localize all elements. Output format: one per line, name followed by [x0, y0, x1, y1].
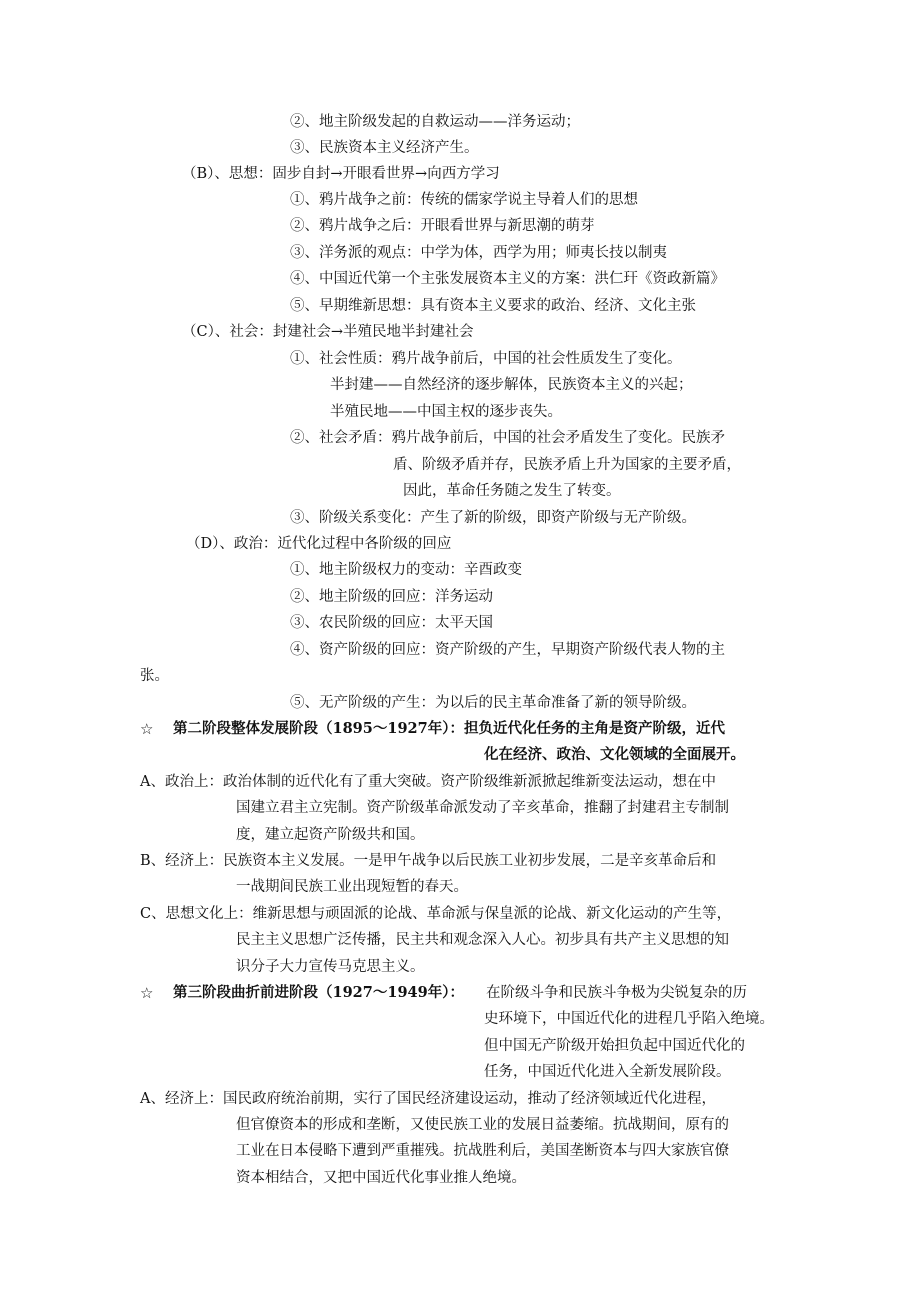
star-icon: ☆ [140, 984, 154, 1002]
star-icon: ☆ [140, 720, 154, 738]
text-line: ⑤、无产阶级的产生：为以后的民主革命准备了新的领导阶级。 [290, 695, 696, 711]
text-line: 因此，革命任务随之发生了转变。 [403, 483, 621, 499]
text-line: 国建立君主立宪制。资产阶级革命派发动了辛亥革命，推翻了封建君主专制制 [236, 800, 729, 816]
text-line: 在阶级斗争和民族斗争极为尖锐复杂的历 [486, 985, 747, 1001]
text-line: 资本相结合，又把中国近代化事业推人绝境。 [236, 1170, 526, 1186]
text-line: 盾、阶级矛盾并存，民族矛盾上升为国家的主要矛盾， [393, 457, 741, 473]
text-line: 民主主义思想广泛传播，民主共和观念深入人心。初步具有共产主义思想的知 [236, 932, 729, 948]
text-line: ③、农民阶级的回应：太平天国 [290, 615, 493, 631]
stage-three-heading: 第三阶段曲折前进阶段（1927～1949年）： [173, 984, 464, 1001]
text-line: 度，建立起资产阶级共和国。 [236, 827, 425, 843]
text-line: C、思想文化上：维新思想与顽固派的论战、革命派与保皇派的论战、新文化运动的产生等， [140, 906, 732, 922]
text-line: ④、资产阶级的回应：资产阶级的产生，早期资产阶级代表人物的主 [290, 642, 725, 658]
text-line: B、经济上：民族资本主义发展。一是甲午战争以后民族工业初步发展，二是辛亥革命后和 [140, 853, 717, 869]
text-line: ①、社会性质：鸦片战争前后，中国的社会性质发生了变化。 [290, 351, 682, 367]
text-line: 但中国无产阶级开始担负起中国近代化的 [484, 1038, 745, 1054]
stage-two-heading: 第二阶段整体发展阶段（1895～1927年）：担负近代化任务的主角是资产阶级，近代 [173, 720, 725, 737]
text-line: ⑤、早期维新思想：具有资本主义要求的政治、经济、文化主张 [290, 298, 696, 314]
text-line: 一战期间民族工业出现短暂的春天。 [236, 879, 468, 895]
text-line: 半殖民地——中国主权的逐步丧失。 [330, 404, 562, 420]
text-line: ②、社会矛盾：鸦片战争前后，中国的社会矛盾发生了变化。民族矛 [290, 430, 725, 446]
text-line: 半封建——自然经济的逐步解体，民族资本主义的兴起； [330, 377, 693, 393]
section-heading-thought: （B）、思想：固步自封→开眼看世界→向西方学习 [182, 166, 500, 182]
text-line: ①、鸦片战争之前：传统的儒家学说主导着人们的思想 [290, 192, 638, 208]
text-line: ②、地主阶级发起的自救运动——洋务运动； [290, 114, 580, 130]
text-line: 但官僚资本的形成和垄断，又使民族工业的发展日益萎缩。抗战期间，原有的 [236, 1117, 729, 1133]
text-line: 任务，中国近代化进入全新发展阶段。 [484, 1064, 731, 1080]
section-heading-politics: （D）、政治：近代化过程中各阶级的回应 [186, 536, 452, 552]
text-line: 工业在日本侵略下遭到严重摧残。抗战胜利后，美国垄断资本与四大家族官僚 [236, 1143, 729, 1159]
text-line: ③、民族资本主义经济产生。 [290, 140, 479, 156]
section-heading-society: （C）、社会：封建社会→半殖民地半封建社会 [182, 324, 474, 340]
text-line: 史环境下，中国近代化的进程几乎陷入绝境。 [484, 1011, 774, 1027]
text-line: ①、地主阶级权力的变动：辛酉政变 [290, 562, 522, 578]
text-line: A、经济上：国民政府统治前期，实行了国民经济建设运动，推动了经济领域近代化进程， [140, 1091, 716, 1107]
text-line: ②、地主阶级的回应：洋务运动 [290, 589, 493, 605]
text-line: ③、洋务派的观点：中学为体，西学为用；师夷长技以制夷 [290, 245, 667, 261]
text-line: 张。 [140, 668, 169, 684]
text-line: A、政治上：政治体制的近代化有了重大突破。资产阶级维新派掀起维新变法运动，想在中 [140, 774, 716, 790]
stage-two-heading-cont: 化在经济、政治、文化领域的全面展开。 [484, 746, 745, 763]
text-line: ③、阶级关系变化：产生了新的阶级，即资产阶级与无产阶级。 [290, 510, 696, 526]
text-line: ②、鸦片战争之后：开眼看世界与新思潮的萌芽 [290, 218, 595, 234]
text-line: ④、中国近代第一个主张发展资本主义的方案：洪仁玕《资政新篇》 [290, 271, 725, 287]
text-line: 识分子大力宣传马克思主义。 [236, 959, 425, 975]
